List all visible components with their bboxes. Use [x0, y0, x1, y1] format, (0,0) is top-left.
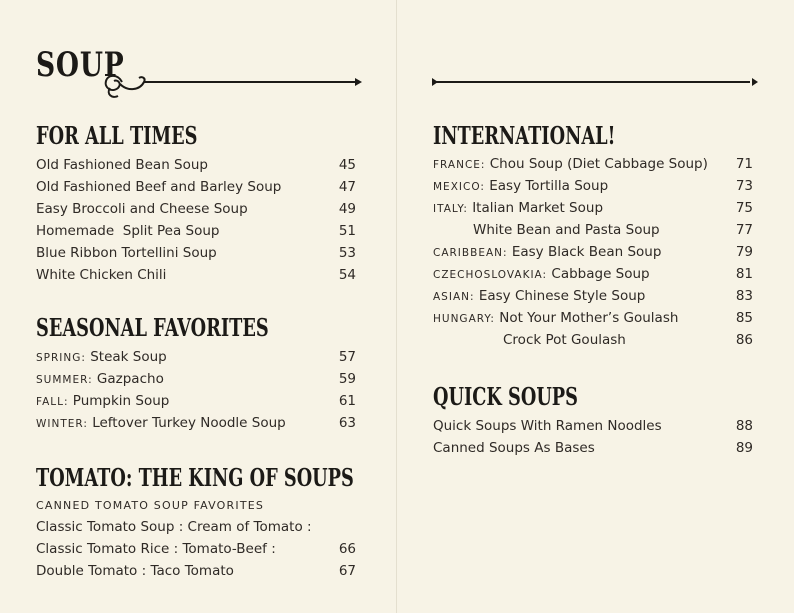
- country-label: CARIBBEAN:: [433, 247, 508, 259]
- section-title-quick-soups: QUICK SOUPS: [433, 382, 578, 411]
- entry-page: 51: [338, 223, 356, 239]
- entry-page: 88: [735, 418, 753, 434]
- entry-page: 83: [735, 288, 753, 304]
- entry-title: Gazpacho: [96, 371, 164, 387]
- entry-page: 57: [338, 349, 356, 365]
- toc-entry[interactable]: [433, 415, 753, 437]
- toc-entry[interactable]: [433, 307, 753, 329]
- entry-page: 45: [338, 157, 356, 173]
- section-title-international: INTERNATIONAL!: [433, 121, 616, 150]
- tomato-list: [36, 516, 356, 582]
- country-label: CZECHOSLOVAKIA:: [433, 269, 548, 281]
- entry-title: Leftover Turkey Noodle Soup: [92, 415, 286, 431]
- country-label: ITALY:: [433, 203, 468, 215]
- entry-title: Cabbage Soup: [551, 266, 650, 282]
- season-label: SPRING:: [36, 352, 86, 364]
- entry-page: 81: [735, 266, 753, 282]
- season-label: SUMMER:: [36, 374, 93, 386]
- seasonal-list: [36, 346, 356, 434]
- entry-page: 59: [338, 371, 356, 387]
- entry-page: 71: [735, 156, 753, 172]
- for-all-times-list: [36, 154, 356, 286]
- entry-title: Quick Soups With Ramen Noodles: [433, 418, 662, 434]
- entry-title: Italian Market Soup: [472, 200, 604, 216]
- entry-page: 66: [338, 541, 356, 557]
- toc-entry[interactable]: [36, 154, 356, 176]
- entry-page: 61: [338, 393, 356, 409]
- country-label: MEXICO:: [433, 181, 485, 193]
- quick-soups-list: [433, 415, 753, 459]
- toc-entry[interactable]: [433, 329, 753, 351]
- entry-title: Chou Soup (Diet Cabbage Soup): [489, 156, 708, 172]
- toc-entry[interactable]: [433, 219, 753, 241]
- entry-title: Pumpkin Soup: [72, 393, 170, 409]
- toc-entry[interactable]: [36, 242, 356, 264]
- entry-page: 85: [735, 310, 753, 326]
- entry-title: Blue Ribbon Tortellini Soup: [36, 245, 217, 261]
- toc-entry[interactable]: [36, 560, 356, 582]
- country-label: ASIAN:: [433, 291, 475, 303]
- entry-page: 86: [735, 332, 753, 348]
- entry-page: 79: [735, 244, 753, 260]
- entry-page: 54: [338, 267, 356, 283]
- toc-entry[interactable]: [433, 241, 753, 263]
- international-list: [433, 153, 753, 351]
- entry-title: Easy Broccoli and Cheese Soup: [36, 201, 248, 217]
- entry-title: Crock Pot Goulash: [503, 332, 626, 348]
- entry-title: Canned Soups As Bases: [433, 440, 595, 456]
- toc-entry[interactable]: [36, 390, 356, 412]
- entry-page: 73: [735, 178, 753, 194]
- toc-entry[interactable]: [36, 198, 356, 220]
- entry-page: 89: [735, 440, 753, 456]
- toc-entry[interactable]: [36, 264, 356, 286]
- toc-entry[interactable]: [36, 220, 356, 242]
- season-label: WINTER:: [36, 418, 88, 430]
- entry-page: 49: [338, 201, 356, 217]
- toc-entry[interactable]: [36, 412, 356, 434]
- chapter-title: SOUP: [36, 45, 125, 85]
- entry-page: 63: [338, 415, 356, 431]
- toc-entry[interactable]: [36, 538, 356, 560]
- entry-page: 53: [338, 245, 356, 261]
- entry-title: Not Your Mother’s Goulash: [499, 310, 679, 326]
- toc-entry[interactable]: [433, 175, 753, 197]
- entry-title: White Chicken Chili: [36, 267, 167, 283]
- entry-page: 67: [338, 563, 356, 579]
- tomato-subhead: CANNED TOMATO SOUP FAVORITES: [36, 499, 265, 512]
- entry-title: Double Tomato : Taco Tomato: [36, 563, 234, 579]
- entry-title: Old Fashioned Bean Soup: [36, 157, 208, 173]
- entry-page: 75: [735, 200, 753, 216]
- section-title-seasonal-favorites: SEASONAL FAVORITES: [36, 313, 269, 342]
- entry-title: Homemade Split Pea Soup: [36, 223, 220, 239]
- country-label: FRANCE:: [433, 159, 486, 171]
- toc-entry[interactable]: [433, 153, 753, 175]
- section-title-for-all-times: FOR ALL TIMES: [36, 121, 198, 150]
- entry-title: Classic Tomato Rice : Tomato-Beef :: [36, 541, 276, 557]
- entry-title: Easy Black Bean Soup: [511, 244, 662, 260]
- entry-title: Steak Soup: [90, 349, 167, 365]
- country-label: HUNGARY:: [433, 313, 495, 325]
- toc-entry[interactable]: [36, 516, 356, 538]
- toc-entry[interactable]: [36, 368, 356, 390]
- toc-entry[interactable]: [433, 437, 753, 459]
- season-label: FALL:: [36, 396, 69, 408]
- entry-title: White Bean and Pasta Soup: [473, 222, 660, 238]
- section-title-tomato: TOMATO: THE KING OF SOUPS: [36, 463, 354, 492]
- entry-title: Old Fashioned Beef and Barley Soup: [36, 179, 282, 195]
- entry-title: Classic Tomato Soup : Cream of Tomato :: [36, 519, 312, 535]
- toc-entry[interactable]: [433, 263, 753, 285]
- toc-entry[interactable]: [36, 346, 356, 368]
- toc-entry[interactable]: [433, 197, 753, 219]
- entry-page: 77: [735, 222, 753, 238]
- toc-entry[interactable]: [36, 176, 356, 198]
- rule-ornament-icon: [432, 76, 758, 88]
- entry-title: Easy Chinese Style Soup: [478, 288, 646, 304]
- entry-page: 47: [338, 179, 356, 195]
- swirl-ornament-icon: [100, 66, 362, 100]
- entry-title: Easy Tortilla Soup: [489, 178, 609, 194]
- toc-entry[interactable]: [433, 285, 753, 307]
